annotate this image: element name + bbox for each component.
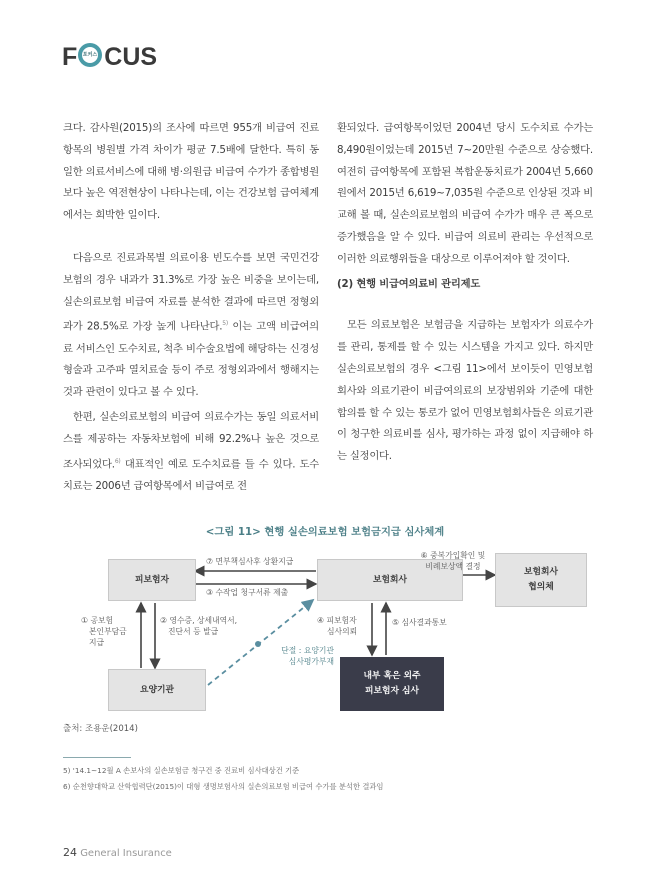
logo-inner-label: 포커스 [82,47,98,63]
logo-ring-icon [78,43,102,67]
figure-source: 출처: 조용운(2014) [63,724,138,734]
cut-marker [255,641,261,647]
paragraph: 환되었다. 급여항목이었던 2004년 당시 도수치료 수가는 8,490원이었는데 2015년 7~20만원 수준으로 상승했다. 여전히 급여항목에 포함된 복합운동치료가 2004년 5,660원에서 2015년 6,619~7,035원 수준으로 인상된 것과 비교해 볼 때, 실손의료보험의 비급여 수가가 매우 큰 폭으로 증가했음을 알 수 있다. 비급여 의료비 관리는 우선적으로 이러한 의료행위들을 대상으로 이루어져야 할 것이다. [337,122,593,265]
logo-text: F CUS [62,43,158,71]
right-column [337,118,593,468]
review-box: 내부 혹은 외주 피보험자 심사 [340,657,444,711]
page-number: 24 [63,846,77,859]
label-7: ⑦ 면부책심사후 상환지급 [206,557,294,566]
page-footer [63,846,172,859]
figure-title: <그림 11> 현행 실손의료보험 보험금지급 심사체계 [205,526,445,538]
paragraph: 모든 의료보험은 보험금을 지급하는 보험자가 의료수가를 관리, 통제를 할 수 있는 시스템을 가지고 있다. 하지만 실손의료보험의 경우 <그림 11>에서 보이듯이 민영보험회사와 의료기관이 비급여의료의 보장범위와 기준에 대한 합의를 할 수 있는 통로가 없어 민영보험회사들은 의료기관이 청구한 의료비를 심사, 평가하는 과정 없이 지급해야 하는 실정이다. [337,319,593,463]
label-3: ③ 수작업 청구서류 제출 [206,588,289,597]
label-cut: 단절 : 요양기관 심사평가부재 [281,646,334,666]
label-4: ④ 피보험자 심사의뢰 [317,616,358,636]
paragraph: 한편, 실손의료보험의 비급여 의료수가는 동일 의료서비스를 제공하는 자동차보험에 비해 92.2%나 높은 것으로 조사되었다.$^{6)}$ 대표적인 예로 도수치료를 들 수 있다. 도수치료는 2006년 급여항목에서 비급여로 전 [63,410,319,492]
label-5: ⑤ 심사결과통보 [392,618,447,627]
focus-logo [62,40,162,74]
insured-box: 피보험자 [108,559,196,601]
publication-name: General Insurance [80,848,172,859]
section-subheading: (2) 현행 비급여의료비 관리제도 [337,277,481,290]
footnote-6: 6) 순천향대학교 산학협력단(2015)이 대형 생명보험사의 실손의료보험 비급여 수가를 분석한 결과임 [63,782,384,791]
provider-box: 요양기관 [108,669,206,711]
insurer-association-box: 보험회사 협의체 [495,553,587,607]
paragraph: 다음으로 진료과목별 의료이용 빈도수를 보면 국민건강보험의 경우 내과가 31.3%로 가장 높은 비중을 보이는데, 실손의료보험 비급여 자료를 분석한 결과에 따르면 정형외과가 28.5%로 가장 높게 나타난다.$^{5)}$ 이는 고액 비급여의료 서비스인 도수치료, 척추 비수술요법에 해당하는 신경성형술과 고주파 열치료술 등이 주로 정형외과에서 행해지는 것과 관련이 있다고 볼 수 있다. [63,251,319,399]
footnote-ref: 5) [222,320,229,328]
left-column [63,118,319,498]
footnote-ref: 6) [114,457,121,465]
footnote-5: 5) '14.1~12월 A 손보사의 실손보험금 청구건 중 진료비 심사대상건 기준 [63,766,300,775]
footnote-rule [63,757,131,758]
label-2: ② 영수증, 상세내역서, 진단서 등 발급 [160,616,238,636]
flow-diagram [63,545,588,715]
label-1: ① 공보험 본인부담금 지급 [81,616,127,647]
insurer-box: 보험회사 [317,559,463,601]
label-6: ⑥ 중복가입확인 및 비례보상액 결정 [420,551,486,571]
paragraph: 크다. 감사원(2015)의 조사에 따르면 955개 비급여 진료항목의 병원별 가격 차이가 평균 7.5배에 달한다. 특히 동일한 의료서비스에 대해 병·의원급 비급여 수가가 종합병원보다 높은 역전현상이 나타나는데, 이는 건강보험 급여체계에서는 희박한 일이다. [63,122,319,222]
